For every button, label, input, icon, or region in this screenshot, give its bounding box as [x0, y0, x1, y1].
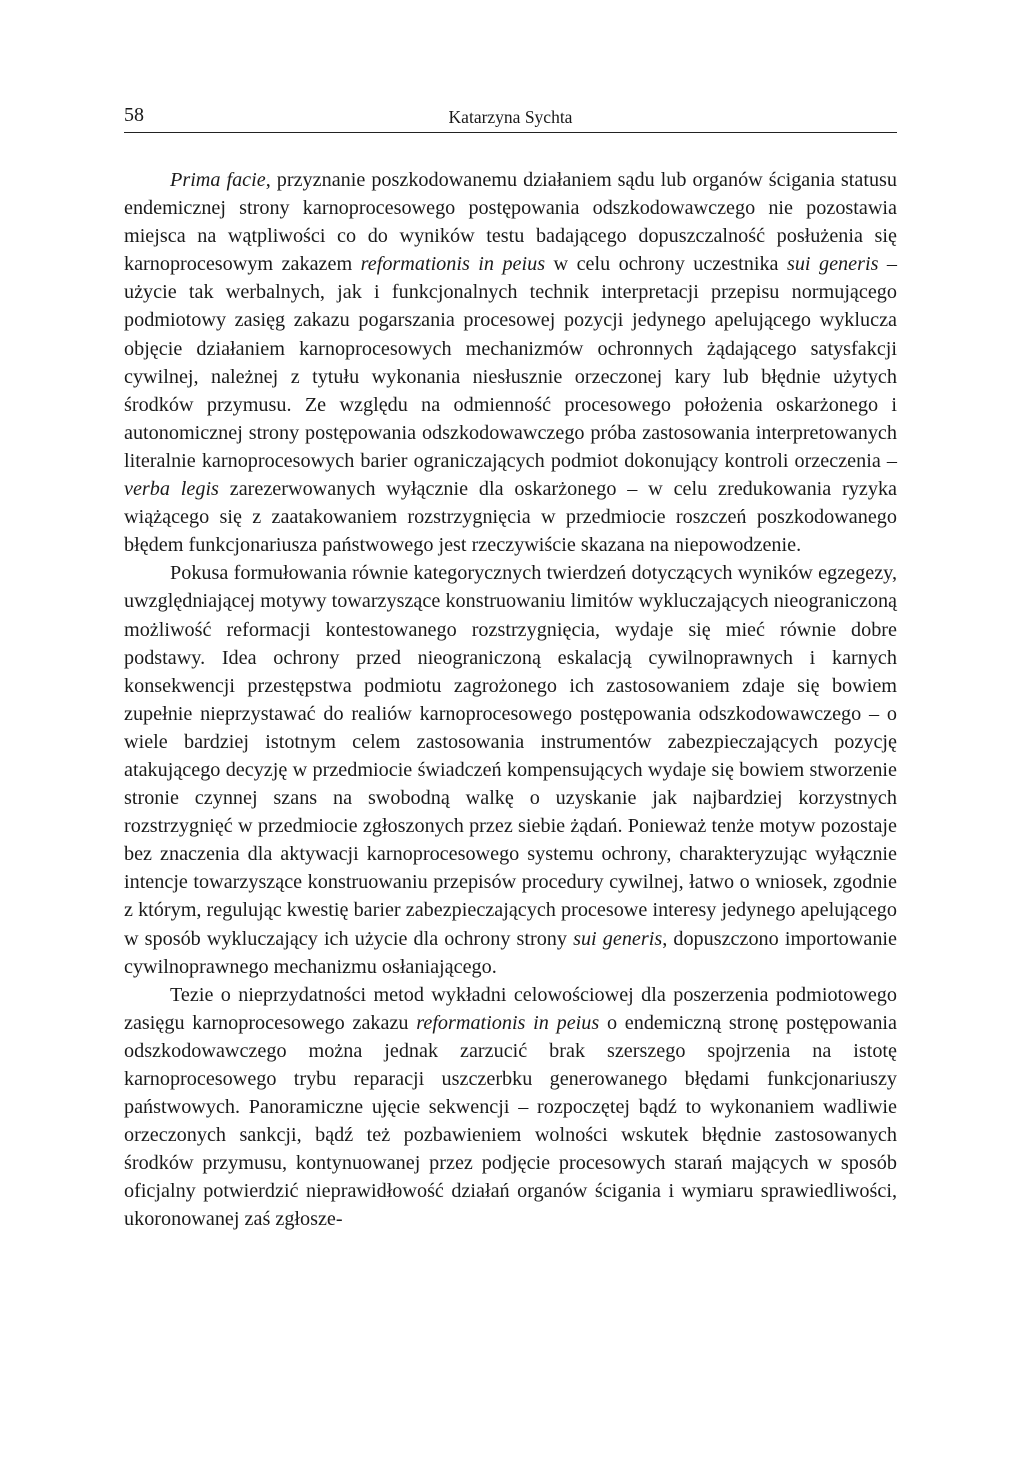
running-title-author: Katarzyna Sychta [448, 107, 573, 127]
paragraph-1 [124, 166, 897, 559]
text-run: Tezie o nieprzydatności metod wykładni celowościowej dla poszerzenia podmiotowego zasięgu karnoprocesowego zakazu [124, 983, 897, 1034]
text-run: , dopuszczono importowanie cywilnoprawnego mechanizmu osłaniającego. [124, 927, 897, 978]
page-number: 58 [124, 104, 144, 126]
italic-phrase: reformationis in peius [360, 253, 546, 276]
italic-phrase: verba legis [124, 478, 219, 501]
italic-phrase: sui generis [786, 253, 879, 276]
text-run: – użycie tak werbalnych, jak i funkcjonalnych technik interpretacji przepisu normującego podmiotowy zasięg zakazu pogarszania procesowej pozycji jedynego apelującego wyklucza objęcie działaniem karnoprocesowych mechanizmów ochronnych żądającego satysfakcji cywilnej, należnej z tytułu wykonania niesłusznie orzeczonej kary lub błędnie użytych środków przymusu. Ze względu na odmienność procesowego położenia oskarżonego i autonomicznej strony postępowania odszkodowawczego próba zastosowania interpretowanych literalnie karnoprocesowych barier ograniczających podmiot dokonujący kontroli orzeczenia – [124, 253, 897, 472]
text-run: w celu ochrony uczestnika [545, 253, 787, 276]
paragraph-2 [124, 559, 897, 980]
italic-phrase: reformationis in peius [416, 1011, 600, 1034]
text-run: , przyznanie poszkodowanemu działaniem sądu lub organów ścigania statusu endemicznej strony karnoprocesowego postępowania odszkodowawczego nie pozostawia miejsca na wątpliwości co do wyników testu badającego dopuszczalność posłużenia się karnoprocesowym zakazem [124, 169, 897, 276]
text-run: o endemiczną stronę postępowania odszkodowawczego można jednak zarzucić brak szerszego spojrzenia na istotę karnoprocesowego trybu reparacji uszczerbku generowanego błędami funkcjonariuszy państwowych. Panoramiczne ujęcie sekwencji – rozpoczętej bądź to wykonaniem wadliwie orzeczonych sankcji, bądź też pozbawieniem wolności wskutek błędnie zastosowanych środków przymusu, kontynuowanej przez podjęcie procesowych starań mających w sposób oficjalny potwierdzić nieprawidłowość działań organów ścigania i wymiaru sprawiedliwości, ukoronowanej zaś zgłosze- [124, 1011, 897, 1231]
italic-phrase: sui generis [573, 927, 663, 950]
text-run: zarezerwowanych wyłącznie dla oskarżonego – w celu zredukowania ryzyka wiążącego się z zaatakowaniem rozstrzygnięcia w przedmiocie roszczeń poszkodowanego błędem funkcjonariusza państwowego jest rzeczywiście skazana na niepowodzenie. [124, 478, 897, 557]
body-text [124, 166, 897, 1234]
paragraph-3 [124, 981, 897, 1234]
book-page [124, 100, 897, 1234]
italic-phrase: Prima facie [170, 169, 266, 191]
text-run: Pokusa formułowania równie kategorycznych twierdzeń dotyczących wyników egzegezy, uwzględniającej motywy towarzyszące konstruowaniu limitów wykluczających nieograniczoną możliwość reformacji kontestowanego rozstrzygnięcia, wydaje się mieć równie dobre podstawy. Idea ochrony przed nieograniczoną eskalacją cywilnoprawnych i karnych konsekwencji przestępstwa podmiotu zagrożonego ich zastosowaniem zdaje się bowiem zupełnie nieprzystawać do realiów karnoprocesowego postępowania odszkodowawczego – o wiele bardziej istotnym celem zastosowania instrumentów zabezpieczających pozycję atakującego decyzję w przedmiocie świadczeń kompensujących wydaje się bowiem stworzenie stronie czynnej szans na swobodną walkę o uzyskanie jak najbardziej korzystnych rozstrzygnięć w przedmiocie zgłoszonych przez siebie żądań. Ponieważ tenże motyw pozostaje bez znaczenia dla aktywacji karnoprocesowego systemu ochrony, charakteryzując wyłącznie intencje towarzyszące konstruowaniu przepisów procedury cywilnej, łatwo o wniosek, zgodnie z którym, regulując kwestię barier zabezpieczających procesowe interesy jedynego apelującego w sposób wykluczający ich użycie dla ochrony strony [124, 562, 897, 950]
running-head [124, 100, 897, 133]
